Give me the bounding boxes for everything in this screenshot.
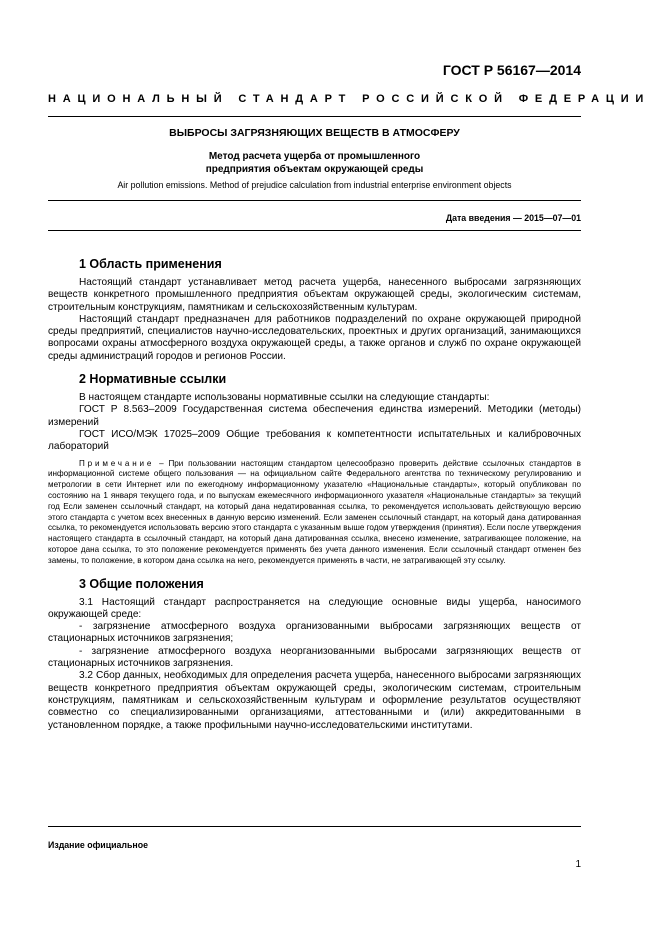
introduction-date: Дата введения — 2015—07—01 <box>445 213 581 223</box>
section-3-paragraph-1: 3.1 Настоящий стандарт распространяется на следующие основные виды ущерба, наносимого окружающей среде: <box>48 596 581 620</box>
section-2-reference-1: ГОСТ Р 8.563–2009 Государственная система обеспечения единства измерений. Методики (методы) измерений <box>48 404 581 428</box>
section-1-paragraph-1: Настоящий стандарт устанавливает метод расчета ущерба, нанесенного выбросами загрязняющих веществ конкретного промышленного предприятия объектам окружающей среды, экологическим системам, строительным конструкциям, памятникам и сельскохозяйственным культурам. <box>48 277 581 313</box>
document-title: ВЫБРОСЫ ЗАГРЯЗНЯЮЩИХ ВЕЩЕСТВ В АТМОСФЕРУ <box>169 127 460 139</box>
section-2-paragraph-1: В настоящем стандарте использованы нормативные ссылки на следующие стандарты: <box>79 392 490 404</box>
section-2-heading: 2 Нормативные ссылки <box>79 372 227 387</box>
references-note <box>48 459 581 567</box>
national-standard-heading: НАЦИОНАЛЬНЫЙ СТАНДАРТ РОССИЙСКОЙ ФЕДЕРАЦИИ <box>48 93 651 105</box>
subtitle-line-1: Метод расчета ущерба от промышленного <box>208 151 421 162</box>
subtitle-line-2: предприятия объектам окружающей среды <box>205 164 424 175</box>
document-subtitle <box>48 150 581 176</box>
document-body <box>48 255 581 732</box>
section-1-heading: 1 Область применения <box>79 257 222 271</box>
english-title: Air pollution emissions. Method of prejudice calculation from industrial enterprise environment objects <box>117 180 512 190</box>
header-rule <box>48 116 581 117</box>
section-3-list-item-1: - загрязнение атмосферного воздуха организованными выбросами загрязняющих веществ от стационарных источников загрязнения; <box>48 621 581 645</box>
note-label: Примечание <box>79 458 155 468</box>
gost-number: ГОСТ Р 56167—2014 <box>442 62 581 78</box>
section-3-list-item-2: - загрязнение атмосферного воздуха неорганизованными выбросами загрязняющих веществ от стационарных источников загрязнения. <box>48 645 581 670</box>
section-1-paragraph-2: Настоящий стандарт предназначен для работников подразделений по охране окружающей природной среды предприятий, специалистов научно-исследовательских, проектных и других организаций, занимающихся вопросами охраны атмосферного воздуха окружающей среды, а также органов и служб по охране окружающей среды администраций городов и регионов России. <box>48 313 581 362</box>
title-rule <box>48 200 581 201</box>
section-3-heading: 3 Общие положения <box>79 576 204 591</box>
page-number: 1 <box>575 859 581 870</box>
edition-label: Издание официальное <box>48 840 148 850</box>
note-text: – При пользовании настоящим стандартом целесообразно проверить действие ссылочных стандартов в информационной системе общего пользования — на официальном сайте Федерального агентства по техническому регулированию и метрологии в сети Интернет или по ежегодному информационному указателю «Национальные стандарты», который опубликован по состоянию на 1 января текущего года, и по выпускам ежемесячного информационного указателя «Национальные стандарты» за текущий год Если заменен ссылочный стандарт, на который дана недатированная ссылка, то рекомендуется использовать действующую версию этого стандарта с учетом всех внесенных в данную версию изменений. Если заменен ссылочный стандарт, на который дана датированная ссылка, то рекомендуется использовать версию этого стандарта с указанным выше годом утверждения (принятия). Если после утверждения настоящего стандарта в ссылочный стандарт, на который дана датированная ссылка, внесено изменение, затрагивающее положение, на которое дана ссылка, то это положение рекомендуется применять без учета данного изменения. Если ссылочный стандарт отменен без замены, то положение, в котором дана ссылка на него, рекомендуется применять в части, не затрагивающей эту ссылку. <box>48 458 581 565</box>
date-rule <box>48 230 581 231</box>
section-3-paragraph-2: 3.2 Сбор данных, необходимых для определения расчета ущерба, нанесенного выбросами загрязняющих веществ конкретного предприятия объектам окружающей среды, экологическим системам, строительным конструкциям, памятникам и сельскохозяйственным культурам и оформление результатов осуществляют совместно со специализированными организациями, аттестованными и (или) аккредитованными в установленном порядке, а также профильными научно-исследовательскими институтами. <box>48 670 581 731</box>
footer-rule <box>48 826 581 827</box>
section-2-reference-2: ГОСТ ИСО/МЭК 17025–2009 Общие требования к компетентности испытательных и калибровочных лабораторий <box>48 428 581 453</box>
